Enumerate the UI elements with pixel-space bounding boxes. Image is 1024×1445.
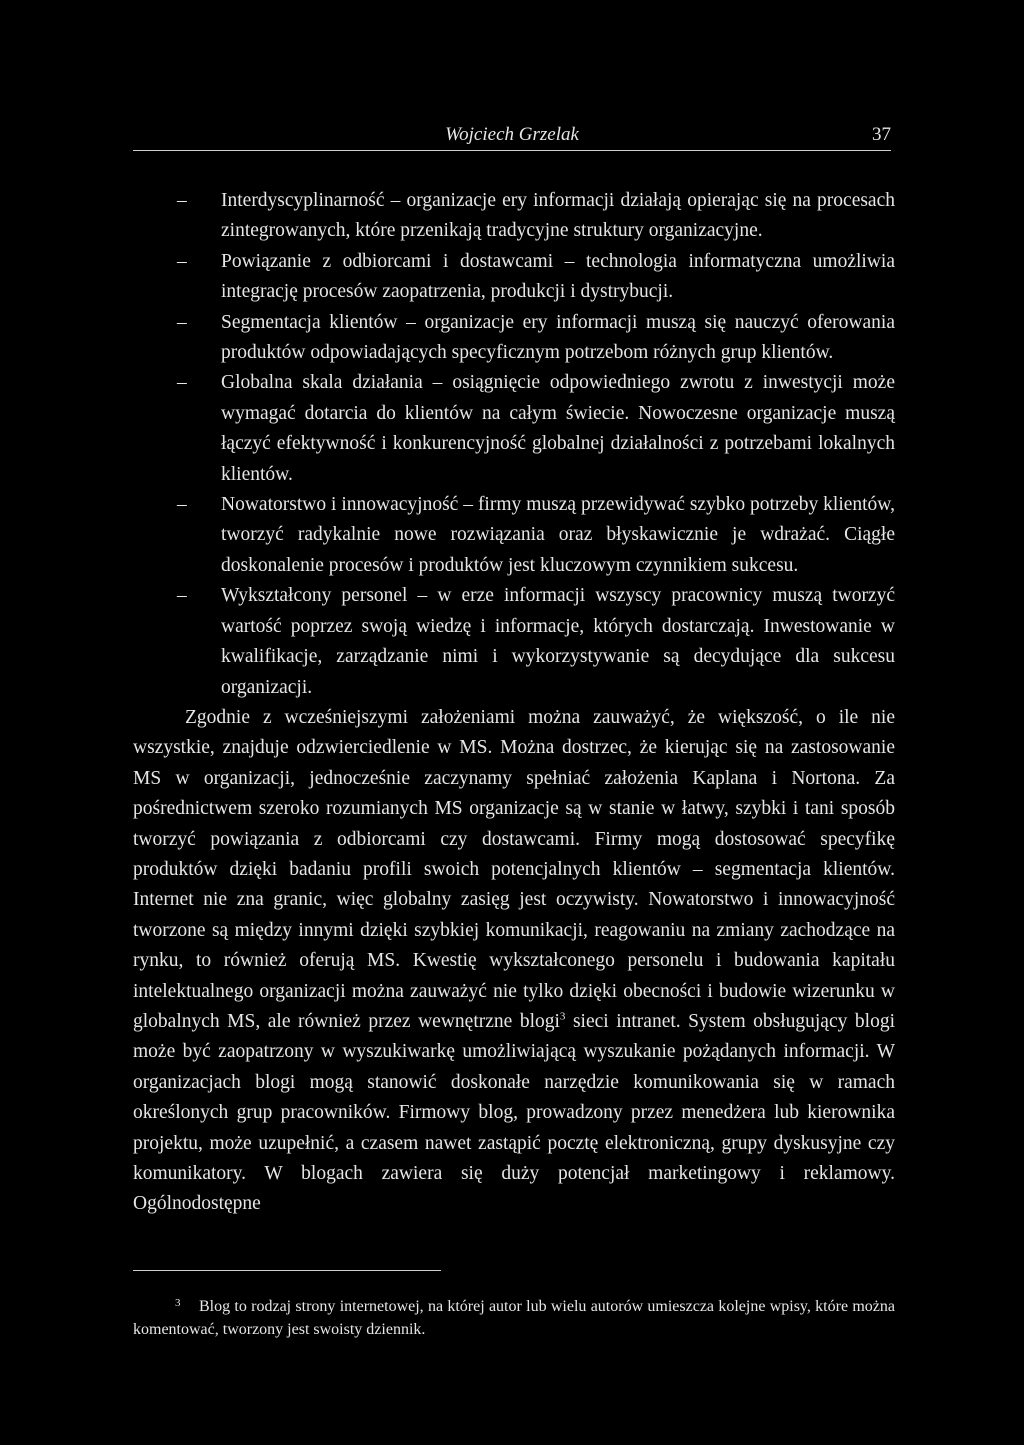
list-item: [133, 490, 895, 581]
list-dash: –: [177, 190, 187, 211]
list-item-text: Powiązanie z odbiorcami i dostawcami – technologia informatyczna umożliwia integrację procesów zaopatrzenia, produkcji i dystrybucji.: [221, 250, 895, 303]
page-number: 37: [872, 124, 891, 145]
dash-list: [133, 186, 895, 703]
list-item: [133, 247, 895, 308]
list-item-text: Wykształcony personel – w erze informacji wszyscy pracownicy muszą tworzyć wartość poprzez swoją wiedzę i informacje, których dostarczają. Inwestowanie w kwalifikacje, zarządzanie nimi i wykorzystywanie są decydujące dla sukcesu organizacji.: [221, 585, 895, 698]
list-dash: –: [177, 372, 187, 394]
list-item: [133, 308, 895, 369]
list-item-text: Interdyscyplinarność – organizacje ery informacji działają opierając się na procesach zintegrowanych, które przenikają tradycyjne struktury organizacyjne.: [221, 190, 895, 242]
footnote-reference[interactable]: 3: [559, 1010, 566, 1023]
paragraph-text-before-ref: Zgodnie z wcześniejszymi założeniami można zauważyć, że większość, o ile nie wszystkie, znajduje odzwierciedlenie w MS. Można dostrzec, że kierując się na zastosowanie MS w organizacji, jednocześnie zaczynamy spełniać założenia Kaplana i Nortona. Za pośrednictwem szeroko rozumianych MS organizacje są w stanie w łatwy, szybki i tani sposób tworzyć powiązania z odbiorcami czy dostawcami. Firmy mogą dostosować specyfikę produktów dzięki badaniu profili swoich potencjalnych klientów – segmentacja klientów. Internet nie zna granic, więc globalny zasięg jest oczywisty. Nowatorstwo i innowacyjność tworzone są między innymi dzięki szybkiej komunikacji, reagowaniu na zmiany zachodzące na rynku, to również oferują MS. Kwestię wykształconego personelu i budowania kapitału intelektualnego organizacji można zauważyć nie tylko dzięki obecności i budowie wizerunku w globalnych MS, ale również przez wewnętrzne blogi: [133, 706, 895, 1032]
list-dash: –: [177, 494, 187, 516]
footnote-text: Blog to rodzaj strony internetowej, na której autor lub wielu autorów umieszcza kolejne wpisy, które można komentować, tworzony jest swoisty dziennik.: [133, 1298, 895, 1338]
list-item-text: Nowatorstwo i innowacyjność – firmy muszą przewidywać szybko potrzeby klientów, tworzyć radykalnie nowe rozwiązania oraz błyskawicznie je wdrażać. Ciągłe doskonalenie procesów i produktów jest kluczowym czynnikiem sukcesu.: [221, 494, 895, 576]
list-dash: –: [177, 250, 187, 272]
footnote: [133, 1296, 895, 1341]
list-item: [133, 581, 895, 703]
list-dash: –: [177, 311, 187, 333]
paragraph-text-after-ref: sieci intranet. System obsługujący blogi może być zaopatrzony w wyszukiwarkę umożliwiającą wyszukanie pożądanych informacji. W organizacjach blogi mogą stanowić doskonałe narzędzie komunikowania się w ramach określonych grup pracowników. Firmowy blog, prowadzony przez menedżera lub kierownika projektu, może uzupełnić, a czasem nawet zastąpić pocztę elektroniczną, grupy dyskusyjne czy komunikatory. W blogach zawiera się duży potencjał marketingowy i reklamowy. Ogólnodostępne: [133, 1010, 895, 1215]
running-header: [133, 124, 891, 151]
list-dash: –: [177, 585, 187, 607]
list-item: [133, 368, 895, 490]
header-author: Wojciech Grzelak: [445, 124, 579, 145]
footnote-separator: [133, 1270, 441, 1271]
list-item-text: Globalna skala działania – osiągnięcie odpowiedniego zwrotu z inwestycji może wymagać dotarcia do klientów na całym świecie. Nowoczesne organizacje muszą łączyć efektywność i konkurencyjność globalnej działalności z potrzebami lokalnych klientów.: [221, 372, 895, 485]
footnote-mark: 3: [175, 1297, 181, 1309]
body-paragraph: [133, 703, 895, 1220]
list-item: [133, 186, 895, 247]
main-text: [133, 186, 895, 1220]
list-item-text: Segmentacja klientów – organizacje ery informacji muszą się nauczyć oferowania produktów odpowiadających specyficznym potrzebom różnych grup klientów.: [221, 311, 895, 364]
